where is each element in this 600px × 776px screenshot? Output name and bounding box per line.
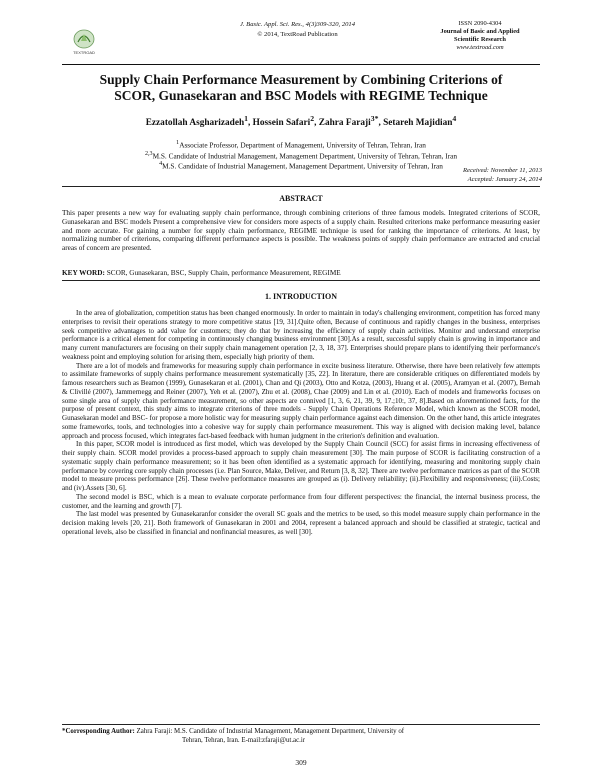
author-sup: 3* — [370, 114, 379, 123]
paragraph: The second model is BSC, which is a mean to evaluate corporate performance from four different perspectives: the financial, the internal business process, the customer, and the learning and growth [7]. — [62, 492, 540, 510]
paragraph: In the area of globalization, competition status has been changed enormously. In order to maintain in today's challenging environment, competition has forced many enterprises to revisit their operations strategy to more competitive status [19, 31].Quite often, Because of continuous and rapidly changes in the business, enterprises seek competitive advantages to add value for customers; they do that by increasing the efficiency of supply chain activities. Monitor and understand enterprise performance is a critical element for competing in continuously changing business environment [30].As a result, successful supply chain is growing in importance and many current manufacturers are focusing on their supply chain management operation [2, 3, 18, 37]. Enterprises should prepare plans to identifying their performance's weakness point and employing solution for arising them, especially high priority of them. — [62, 309, 540, 361]
received-date: Received: November 11, 2013 — [463, 167, 542, 174]
page-number: 309 — [295, 758, 307, 767]
paper-title — [60, 72, 542, 104]
corresponding-label: *Corresponding Author: — [62, 728, 135, 735]
journal-website[interactable]: www.textroad.com — [456, 44, 504, 51]
keywords-label: KEY WORD: — [62, 269, 105, 277]
author-name: Setareh Majidian — [383, 118, 453, 129]
author-list: Ezzatollah Asgharizadeh$^1$, Hossein Safari$^2$, Zahra Faraji$^{3*}$, Setareh Majidian$^4$ — [145, 114, 457, 129]
paragraph: In this paper, SCOR model is introduced as first model, which was developed by the Supply Chain Council (SCC) for assist firms in increasing effectiveness of their supply chain. SCOR model provides a process-based approach to supply chain measurement [30]. The main purpose of SCOR is facilitating construction of a systematic supply chain performance measurement; so it has been often identified as a systematic approach for identifying, measuring and monitoring supply chain performance by covering core supply chain processes (i.e. Plan Source, Make, Deliver, and Return [3, 8, 32]. There are twelve performance matrices as part of the SCOR model to measure process performance [26]. These twelve performance measures are grouped as (i). Delivery reliability; (ii).Flexibility and responsiveness; (iii).Costs; and (iv).Assets [30, 6]. — [62, 440, 540, 492]
logo-text: TEXTROAD — [73, 50, 95, 55]
journal-name-line1: Journal of Basic and Applied — [440, 28, 520, 35]
affiliation-line — [60, 139, 542, 150]
abstract-heading: ABSTRACT — [279, 194, 323, 203]
corresponding-text-1: Zahra Faraji: M.S. Candidate of Industrial Management, Management Department, University of — [136, 728, 405, 735]
abstract-bottom-divider — [62, 280, 540, 281]
accepted-date: Accepted: January 24, 2014 — [467, 175, 542, 183]
corresponding-author — [62, 728, 540, 745]
abstract-top-divider — [62, 186, 540, 187]
title-line-2: SCOR, Gunasekaran and BSC Models with REGIME Technique — [114, 88, 488, 103]
affiliation-sup: 4 — [159, 161, 163, 168]
author-name: Ezzatollah Asgharizadeh — [145, 118, 245, 129]
introduction-heading: 1. INTRODUCTION — [264, 292, 337, 301]
author-sup: 1 — [244, 114, 248, 123]
author-name: Hossein Safari — [252, 118, 311, 129]
paragraph: There are a lot of models and frameworks for measuring supply chain performance in excite business literature. Otherwise, there have been relatively few attempts to assimilate frameworks of supply chains performance measurement systematically [35, 22]. In literature, there are considerable critiques on differentiated models by famous researchers such as Beamon (1999), Gunasekaran et al. (2001), Chan and Qi (2003), Otto and Kotza, (2003), Huang et al. (2005), Aramyan et al. (2007), Bernah & Clivillé (2007), Jammernegg and Reiner (2007), Yeh et al. (2007), Zhu et al. (2008), Chae (2009) and Lin et al. (2010). Each of models and frameworks focuses on some single area of supply chain performance measurement, so other aspects are connived [1, 3, 6, 21, 39, 9, 17.;10:, 37, 8].Based on aforementioned facts, for the purpose of present context, this study aims to integrate criterions of three models - Supply Chain Operations Reference Model, which known as the SCOR model, Gunasekaran model and BSC- for propose a more holistic way for measuring supply chain performance against each dimension. On the other hand, this article integrates some frameworks, tools, and technologies into a cohesive way for supply chain performance measurement. This way is aligned with decision making level, balance approach and process focused, which integrates fact-based feedback with human judgment in the criterion's definition and evaluation. — [62, 361, 540, 440]
journal-header-right — [420, 20, 540, 52]
affiliation-text: M.S. Candidate of Industrial Management, Management Department, University of Tehran, Tehran, Iran — [152, 151, 458, 161]
footnote-divider — [62, 724, 540, 725]
affiliation-line — [60, 150, 542, 161]
affiliation-text: M.S. Candidate of Industrial Management, Management Department, University of Tehran, Iran — [162, 161, 443, 171]
affiliation-text: Associate Professor, Department of Management, University of Tehran, Tehran, Iran — [179, 140, 426, 150]
textroad-logo — [62, 22, 106, 56]
title-line-1: Supply Chain Performance Measurement by Combining Criterions of — [99, 72, 503, 87]
paragraph: The last model was presented by Gunasekaranfor consider the overall SC goals and the metrics to be used, so this model measure supply chain performance in the decision making levels [20, 21]. Both framework of Gunasekaran in 2001 and 2004, represent a balanced approach and should be classified at strategic, tactical and operational levels, also be classified in financial and nonfinancial measures, as well [30]. — [62, 510, 540, 536]
submission-dates — [360, 167, 542, 184]
introduction-body — [62, 309, 540, 537]
corresponding-text-2: Tehran, Tehran, Iran. E-mail:zfaraji@ut.ac.ir — [182, 736, 306, 744]
issn: ISSN 2090-4304 — [458, 20, 502, 27]
journal-header-center — [215, 20, 380, 40]
affiliation-sup: 1 — [176, 140, 180, 146]
keywords — [62, 269, 540, 278]
journal-name-line2: Scientific Research — [454, 36, 506, 43]
author-sup: 2 — [310, 114, 315, 123]
abstract-text: This paper presents a new way for evaluating supply chain performance, through combining criterions of three famous models. Integrated criterions of SCOR, Gunasekaran and BSC models Present a comprehensive view for considers more aspects of a supply chain. Resulted criterions make performance measuring easier and more accurate. For gaining a number for supply chain performance, REGIME technique is used for ranking the importance of criterions. At least, by normalizing number of criterions, comparing different performance aspects is possible. The weakness points of supply chain performance are extracted and crucial areas of concern are presented. — [62, 209, 540, 252]
keywords-list: SCOR, Gunasekaran, BSC, Supply Chain, performance Measurement, REGIME — [106, 269, 341, 277]
copyright: © 2014, TextRoad Publication — [257, 31, 338, 38]
affiliation-sup: 2,3 — [144, 150, 153, 157]
author-name: Zahra Faraji — [318, 118, 371, 129]
citation: J. Basic. Appl. Sci. Res., 4(3)309-320, 2014 — [239, 21, 356, 28]
author-sup: 4 — [452, 114, 457, 123]
header-divider — [62, 64, 540, 65]
